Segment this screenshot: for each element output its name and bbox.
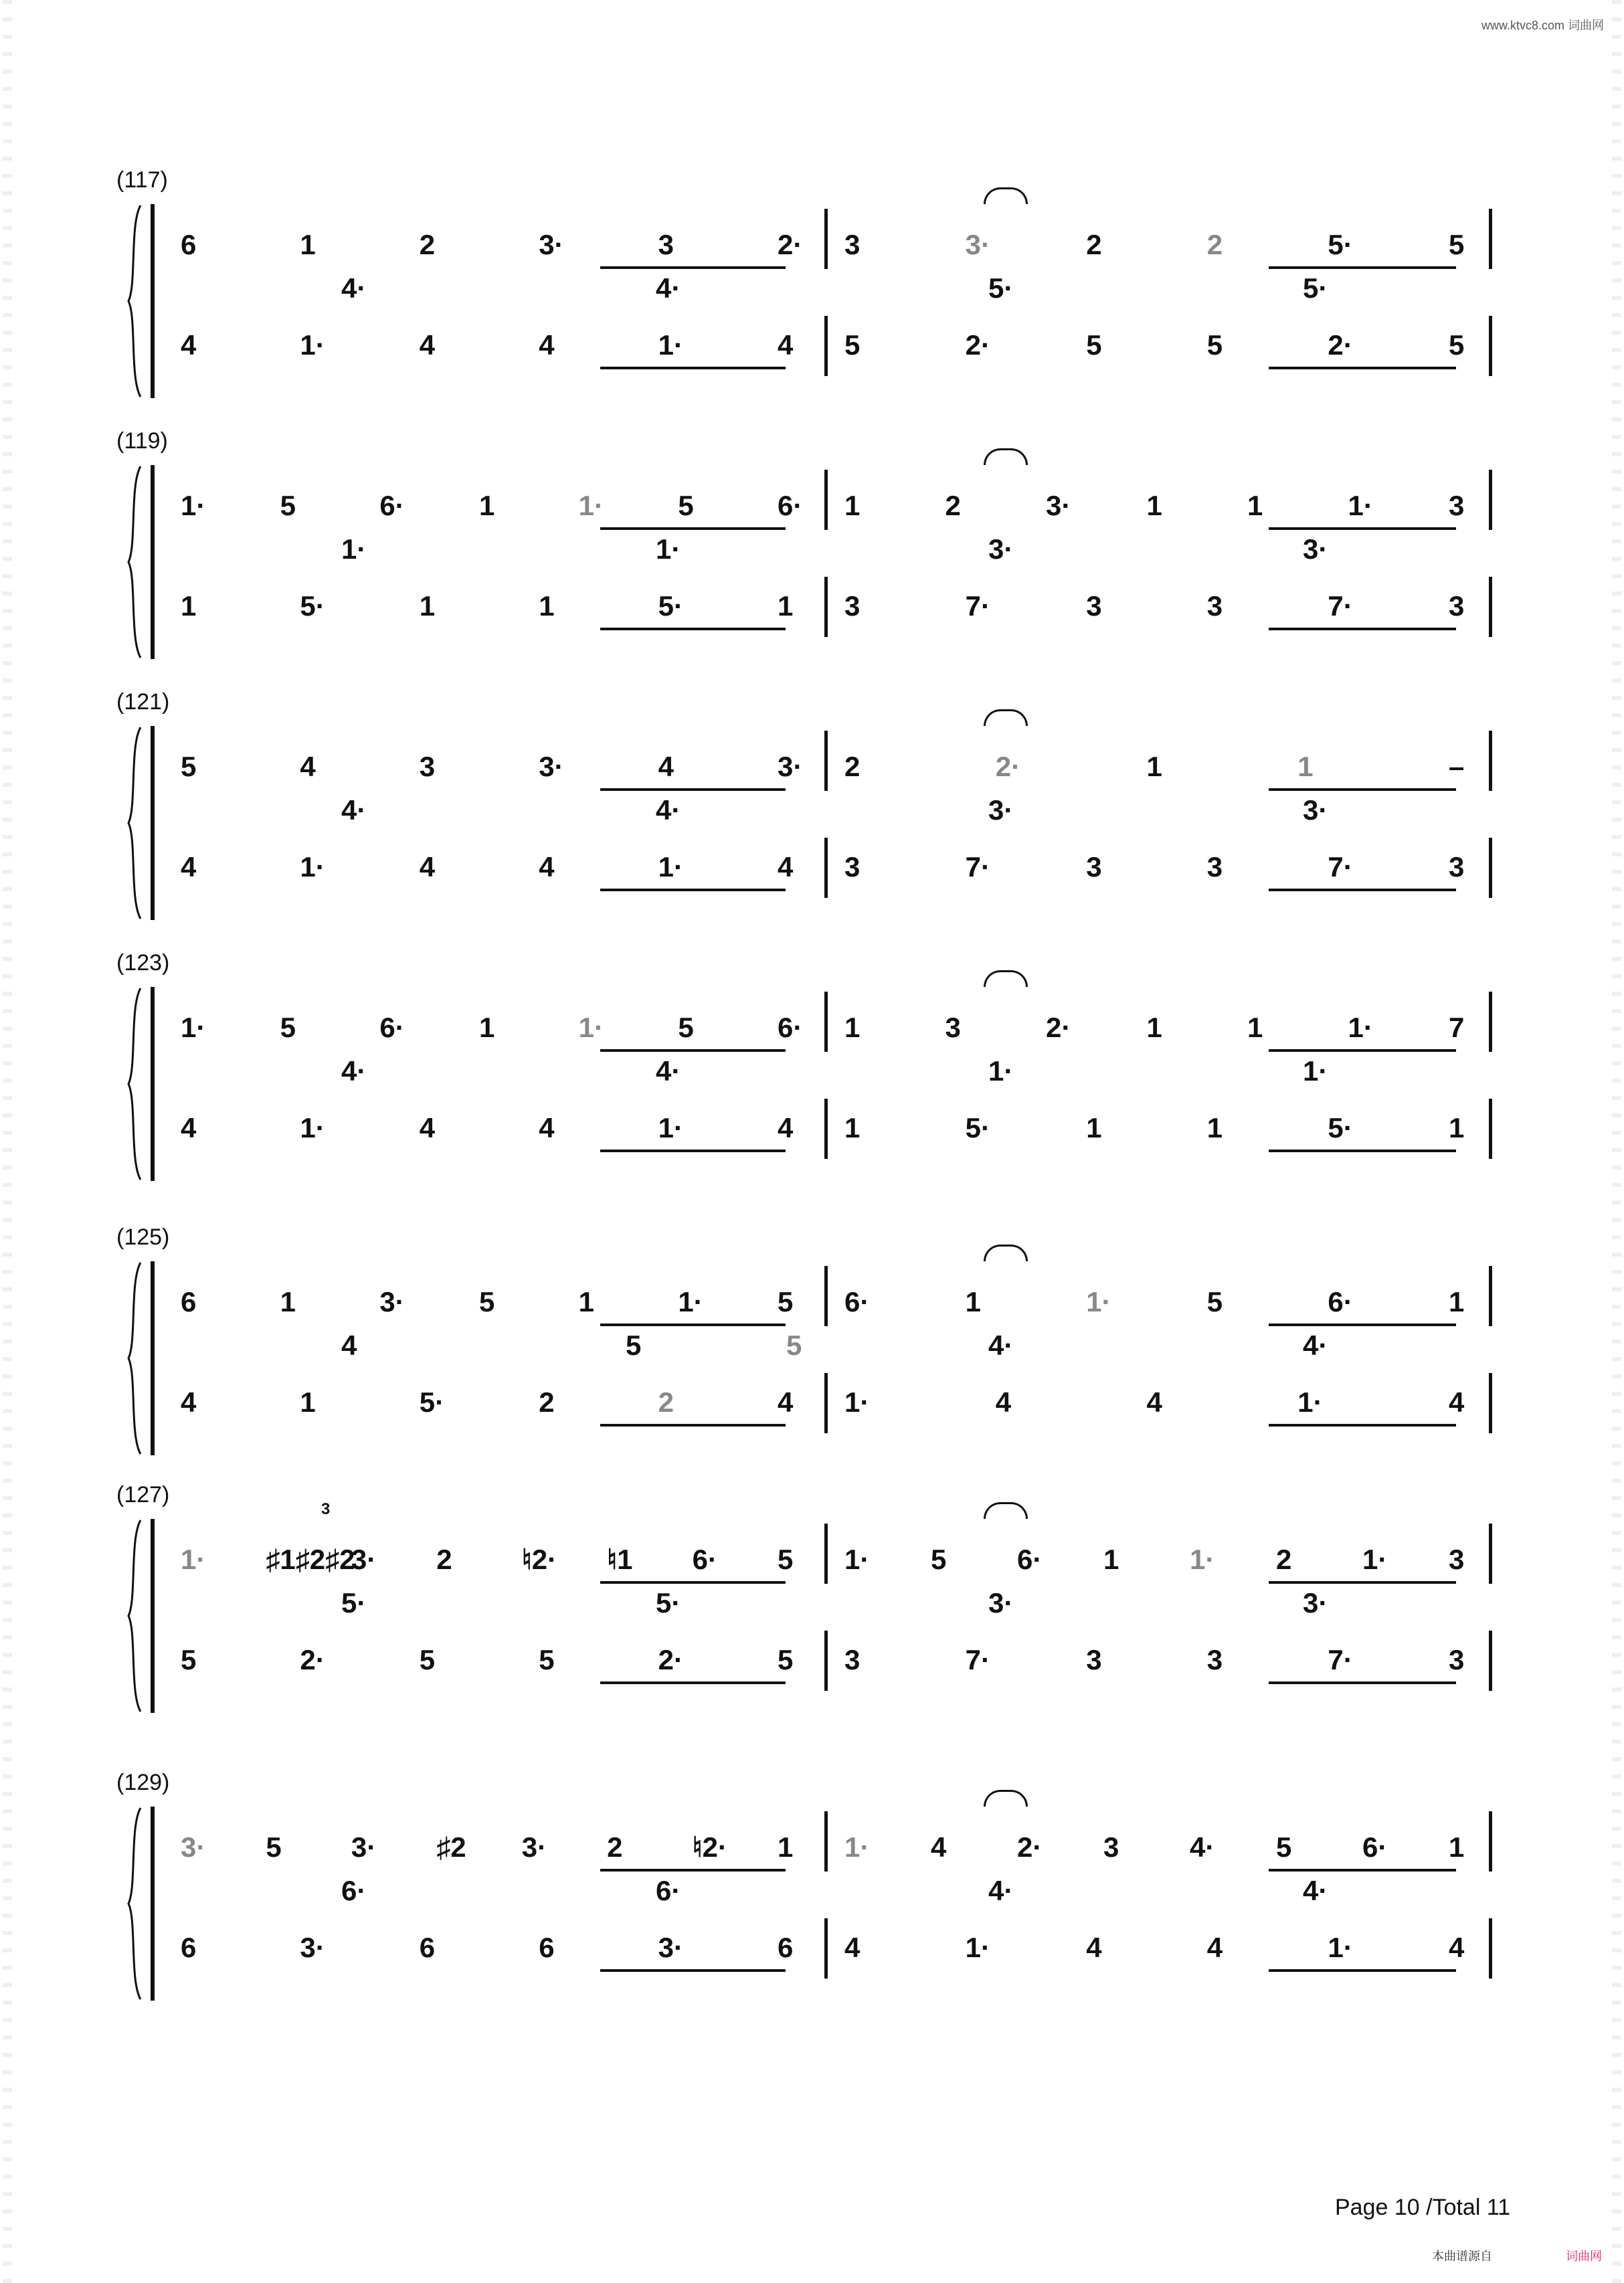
lh-chord-note: 5	[626, 1330, 642, 1361]
lh-beam	[600, 1424, 786, 1427]
rh-note: 1	[1247, 1012, 1263, 1043]
lh-note: 2·	[658, 1644, 683, 1675]
lh-note: 5	[1206, 329, 1223, 361]
rh-note: 2	[419, 229, 436, 260]
rh-note: 1·	[1348, 490, 1373, 521]
lh-note: 4	[181, 1112, 197, 1144]
rh-note: 1·	[678, 1286, 703, 1317]
lh-chord-note: 3·	[1303, 794, 1328, 826]
rh-note: 1·	[181, 490, 206, 521]
measure-number: (121)	[116, 689, 170, 715]
lh-note: 4	[181, 1386, 197, 1418]
lh-note: 4	[1449, 1386, 1465, 1418]
rh-note: 5	[280, 490, 296, 521]
barline	[1489, 1918, 1492, 1979]
rh-note: 3·	[379, 1286, 405, 1317]
rh-note: 3·	[181, 1831, 206, 1863]
rh-note: 5	[1276, 1831, 1292, 1863]
lh-note: 1·	[300, 851, 325, 883]
lh-note: 5·	[658, 590, 683, 622]
lh-note: 3·	[300, 1932, 325, 1963]
lh-chord-note: 4·	[656, 794, 681, 826]
rh-note: 6	[181, 1286, 197, 1317]
rh-note: 2	[945, 490, 961, 521]
system-7	[0, 1770, 1624, 2031]
lh-note: 4	[539, 1112, 555, 1144]
lh-chord-note: 3·	[988, 794, 1014, 826]
lh-note: 5	[1449, 329, 1465, 361]
rh-note: 2	[1276, 1544, 1292, 1575]
lh-chord-note: 4·	[1303, 1330, 1328, 1361]
triplet-mark: 3	[321, 1500, 331, 1518]
rh-note: 1·	[181, 1544, 206, 1575]
lh-beam	[600, 1969, 786, 1972]
rh-note: –	[1449, 751, 1465, 782]
rh-note: 4	[931, 1831, 947, 1863]
barline	[1489, 316, 1492, 376]
lh-note: 3	[1206, 851, 1223, 883]
lh-note: 1·	[1328, 1932, 1353, 1963]
rh-note: 1	[1146, 1012, 1162, 1043]
measure-number: (125)	[116, 1224, 170, 1250]
lh-note: 1·	[965, 1932, 990, 1963]
rh-note: 1	[479, 1012, 495, 1043]
left-hand-staff	[0, 428, 1624, 689]
lh-beam	[1269, 1424, 1456, 1427]
rh-note: ♯1♯2♯2	[266, 1544, 355, 1575]
lh-note: 4	[778, 851, 794, 883]
rh-note: 1	[1103, 1544, 1119, 1575]
lh-note: 1·	[658, 329, 683, 361]
rh-note: 5	[778, 1544, 794, 1575]
barline	[1489, 1373, 1492, 1433]
lh-chord-note: 4·	[341, 794, 367, 826]
lh-note: 5	[181, 1644, 197, 1675]
lh-note: 3	[844, 1644, 861, 1675]
rh-note: 6·	[1362, 1831, 1388, 1863]
lh-note: 3	[1449, 590, 1465, 622]
lh-chord-note: 3·	[988, 1587, 1014, 1619]
lh-chord-note: 3·	[1303, 1587, 1328, 1619]
lh-note: 3	[844, 851, 861, 883]
lh-note: 4	[181, 329, 197, 361]
lh-note: 5	[539, 1644, 555, 1675]
lh-note: 2·	[965, 329, 990, 361]
rh-note: 1	[1449, 1286, 1465, 1317]
lh-chord-note: 5·	[988, 272, 1014, 304]
rh-note: 6·	[379, 490, 405, 521]
lh-note: 3	[1449, 851, 1465, 883]
lh-note: 4	[844, 1932, 861, 1963]
barline	[824, 316, 828, 376]
rh-note: 1	[844, 1012, 861, 1043]
lh-note: 4	[778, 329, 794, 361]
rh-note: 1·	[1362, 1544, 1388, 1575]
lh-note: 4	[778, 1386, 794, 1418]
lh-beam	[1269, 628, 1456, 630]
rh-note: 5	[778, 1286, 794, 1317]
lh-beam	[600, 1150, 786, 1152]
rh-note: 5	[1449, 229, 1465, 260]
lh-chord-note: 4·	[341, 272, 367, 304]
lh-chord-note: 4·	[341, 1055, 367, 1087]
lh-note: 3	[1449, 1644, 1465, 1675]
rh-note: 6·	[844, 1286, 870, 1317]
rh-note: 1·	[844, 1831, 870, 1863]
lh-note: 5	[1086, 329, 1102, 361]
barline	[1489, 1099, 1492, 1159]
lh-note: 7·	[965, 590, 990, 622]
left-hand-staff	[0, 1224, 1624, 1485]
lh-note: 7·	[1328, 1644, 1353, 1675]
rh-note: 6·	[379, 1012, 405, 1043]
lh-note: 1·	[658, 851, 683, 883]
lh-note: 1·	[300, 329, 325, 361]
rh-note: 5	[479, 1286, 495, 1317]
rh-note: 3·	[1046, 490, 1071, 521]
lh-note: 4	[419, 329, 436, 361]
lh-note: 1	[844, 1112, 861, 1144]
lh-note: 4	[1086, 1932, 1102, 1963]
lh-beam	[1269, 889, 1456, 891]
lh-note: 1	[1086, 1112, 1102, 1144]
lh-note: 4	[419, 1112, 436, 1144]
lh-note: 1·	[658, 1112, 683, 1144]
lh-note: 7·	[1328, 851, 1353, 883]
lh-chord-note: 4	[341, 1330, 357, 1361]
lh-note: 6	[539, 1932, 555, 1963]
rh-note: 1	[844, 490, 861, 521]
left-hand-staff	[0, 950, 1624, 1211]
barline	[824, 1631, 828, 1691]
rh-note: 3·	[778, 751, 803, 782]
rh-note: 3	[658, 229, 674, 260]
lh-note: 4	[419, 851, 436, 883]
lh-note: 3·	[658, 1932, 683, 1963]
lh-note: 4	[778, 1112, 794, 1144]
rh-note: 4	[300, 751, 316, 782]
rh-note: 2	[1086, 229, 1102, 260]
rh-note: 5	[678, 490, 694, 521]
rh-note: 1	[300, 229, 316, 260]
rh-note: 2	[436, 1544, 452, 1575]
rh-note: 3·	[521, 1831, 547, 1863]
system-4	[0, 950, 1624, 1211]
lh-chord-note: 5·	[656, 1587, 681, 1619]
lh-note: 4	[1206, 1932, 1223, 1963]
barline	[824, 1918, 828, 1979]
source-brand: 词曲网	[1566, 2250, 1602, 2263]
lh-note: 5·	[965, 1112, 990, 1144]
lh-note: 5	[844, 329, 861, 361]
rh-note: 3·	[351, 1831, 377, 1863]
lh-chord-note: 6·	[656, 1875, 681, 1906]
rh-note: ♮2·	[521, 1544, 557, 1575]
lh-note: 5·	[419, 1386, 445, 1418]
barline	[1489, 577, 1492, 637]
rh-note: 1·	[844, 1544, 870, 1575]
rh-note: 1	[1449, 1831, 1465, 1863]
lh-beam	[600, 889, 786, 891]
rh-note: 3	[1103, 1831, 1119, 1863]
left-hand-staff	[0, 689, 1624, 950]
lh-beam	[600, 1681, 786, 1684]
lh-note: 7·	[965, 1644, 990, 1675]
rh-note: 6·	[1328, 1286, 1353, 1317]
rh-note: 1	[1247, 490, 1263, 521]
rh-note: 3·	[539, 751, 564, 782]
lh-chord-note: 5	[786, 1330, 802, 1361]
rh-note: 1·	[1086, 1286, 1111, 1317]
measure-number: (117)	[116, 167, 168, 193]
rh-note: 2·	[778, 229, 803, 260]
rh-note: ♯2	[436, 1831, 466, 1863]
barline	[824, 577, 828, 637]
rh-note: 2·	[1017, 1831, 1043, 1863]
rh-note: 2	[844, 751, 861, 782]
lh-note: 1	[539, 590, 555, 622]
lh-note: 3	[1086, 851, 1102, 883]
lh-note: 5	[778, 1644, 794, 1675]
rh-note: 3	[1449, 490, 1465, 521]
system-3	[0, 689, 1624, 950]
lh-note: 4	[539, 851, 555, 883]
barline	[824, 1099, 828, 1159]
lh-note: 1	[1206, 1112, 1223, 1144]
lh-chord-note: 4·	[1303, 1875, 1328, 1906]
lh-chord-note: 6·	[341, 1875, 367, 1906]
lh-chord-note: 4·	[988, 1330, 1014, 1361]
rh-note: ♮2·	[692, 1831, 727, 1863]
rh-note: 5	[1206, 1286, 1223, 1317]
lh-note: 4	[1146, 1386, 1162, 1418]
lh-beam	[600, 367, 786, 369]
barline	[824, 1373, 828, 1433]
lh-beam	[1269, 1681, 1456, 1684]
rh-note: 5	[678, 1012, 694, 1043]
rh-note: 1·	[1190, 1544, 1215, 1575]
system-1	[0, 167, 1624, 428]
rh-note: 2	[1206, 229, 1223, 260]
rh-note: 6·	[778, 490, 803, 521]
rh-note: 1	[479, 490, 495, 521]
lh-beam	[1269, 1150, 1456, 1152]
measure-number: (129)	[116, 1770, 170, 1795]
measure-number: (127)	[116, 1482, 170, 1508]
rh-note: 1	[965, 1286, 981, 1317]
rh-note: 1	[1297, 751, 1314, 782]
system-2	[0, 428, 1624, 689]
lh-chord-note: 3·	[1303, 533, 1328, 565]
watermark: www.ktvc8.com 词曲网	[1481, 19, 1604, 32]
lh-note: 3	[1086, 590, 1102, 622]
lh-chord-note: 3·	[988, 533, 1014, 565]
barline	[824, 838, 828, 898]
lh-note: 4	[181, 851, 197, 883]
lh-note: 4	[1449, 1932, 1465, 1963]
barline	[1489, 838, 1492, 898]
rh-note: 7	[1449, 1012, 1465, 1043]
lh-note: 5	[419, 1644, 436, 1675]
lh-note: 7·	[1328, 590, 1353, 622]
lh-note: 3	[1206, 1644, 1223, 1675]
rh-note: 3	[419, 751, 436, 782]
lh-note: 1	[778, 590, 794, 622]
lh-note: 1	[1449, 1112, 1465, 1144]
lh-note: 5·	[300, 590, 325, 622]
lh-note: 1·	[844, 1386, 870, 1418]
lh-note: 1	[181, 590, 197, 622]
lh-note: 2·	[1328, 329, 1353, 361]
lh-note: 3	[1206, 590, 1223, 622]
rh-note: 1·	[181, 1012, 206, 1043]
rh-note: 3·	[351, 1544, 377, 1575]
rh-note: 1	[1146, 751, 1162, 782]
rh-note: 5	[931, 1544, 947, 1575]
lh-note: 7·	[965, 851, 990, 883]
lh-note: 1	[419, 590, 436, 622]
lh-chord-note: 5·	[1303, 272, 1328, 304]
rh-note: 3·	[539, 229, 564, 260]
measure-number: (119)	[116, 428, 168, 454]
lh-beam	[1269, 367, 1456, 369]
lh-note: 4	[539, 329, 555, 361]
system-6	[0, 1482, 1624, 1743]
lh-note: 4	[995, 1386, 1012, 1418]
system-5	[0, 1224, 1624, 1485]
lh-note: 2	[539, 1386, 555, 1418]
rh-note: 1	[778, 1831, 794, 1863]
lh-note: 5·	[1328, 1112, 1353, 1144]
lh-note: 6	[181, 1932, 197, 1963]
rh-note: 1·	[578, 1012, 604, 1043]
rh-note: 5	[280, 1012, 296, 1043]
lh-beam	[1269, 1969, 1456, 1972]
lh-note: 2·	[300, 1644, 325, 1675]
page-number: Page 10 /Total 11	[1335, 2195, 1511, 2220]
rh-note: 1·	[578, 490, 604, 521]
rh-note: 2·	[995, 751, 1021, 782]
rh-note: 6·	[778, 1012, 803, 1043]
rh-note: 5	[266, 1831, 282, 1863]
rh-note: 3	[844, 229, 861, 260]
lh-chord-note: 4·	[988, 1875, 1014, 1906]
barline	[1489, 1631, 1492, 1691]
rh-note: 3	[945, 1012, 961, 1043]
rh-note: 6·	[1017, 1544, 1043, 1575]
lh-note: 1·	[1297, 1386, 1323, 1418]
source-label: 本曲谱源自	[1432, 2250, 1492, 2263]
lh-chord-note: 1·	[988, 1055, 1014, 1087]
left-hand-staff	[0, 167, 1624, 428]
rh-note: 6·	[692, 1544, 717, 1575]
rh-note: 2	[607, 1831, 623, 1863]
rh-note: 2·	[1046, 1012, 1071, 1043]
rh-note: 5·	[1328, 229, 1353, 260]
lh-note: 1	[300, 1386, 316, 1418]
lh-chord-note: 1·	[1303, 1055, 1328, 1087]
lh-chord-note: 1·	[341, 533, 367, 565]
lh-note: 1·	[300, 1112, 325, 1144]
rh-note: 4	[658, 751, 674, 782]
lh-chord-note: 1·	[656, 533, 681, 565]
left-hand-staff	[0, 1482, 1624, 1743]
lh-note: 6	[419, 1932, 436, 1963]
rh-note: 3·	[965, 229, 990, 260]
rh-note: 3	[1449, 1544, 1465, 1575]
rh-note: 5	[181, 751, 197, 782]
rh-note: 1	[280, 1286, 296, 1317]
lh-note: 3	[844, 590, 861, 622]
left-hand-staff	[0, 1770, 1624, 2031]
rh-note: 6	[181, 229, 197, 260]
lh-note: 3	[1086, 1644, 1102, 1675]
rh-note: 1	[1146, 490, 1162, 521]
rh-note: 1	[578, 1286, 595, 1317]
measure-number: (123)	[116, 950, 170, 976]
rh-note: ♮1	[607, 1544, 633, 1575]
lh-beam	[600, 628, 786, 630]
lh-note: 6	[778, 1932, 794, 1963]
lh-chord-note: 4·	[656, 1055, 681, 1087]
lh-chord-note: 5·	[341, 1587, 367, 1619]
lh-chord-note: 4·	[656, 272, 681, 304]
rh-note: 1·	[1348, 1012, 1373, 1043]
rh-note: 4·	[1190, 1831, 1215, 1863]
lh-note: 2	[658, 1386, 674, 1418]
